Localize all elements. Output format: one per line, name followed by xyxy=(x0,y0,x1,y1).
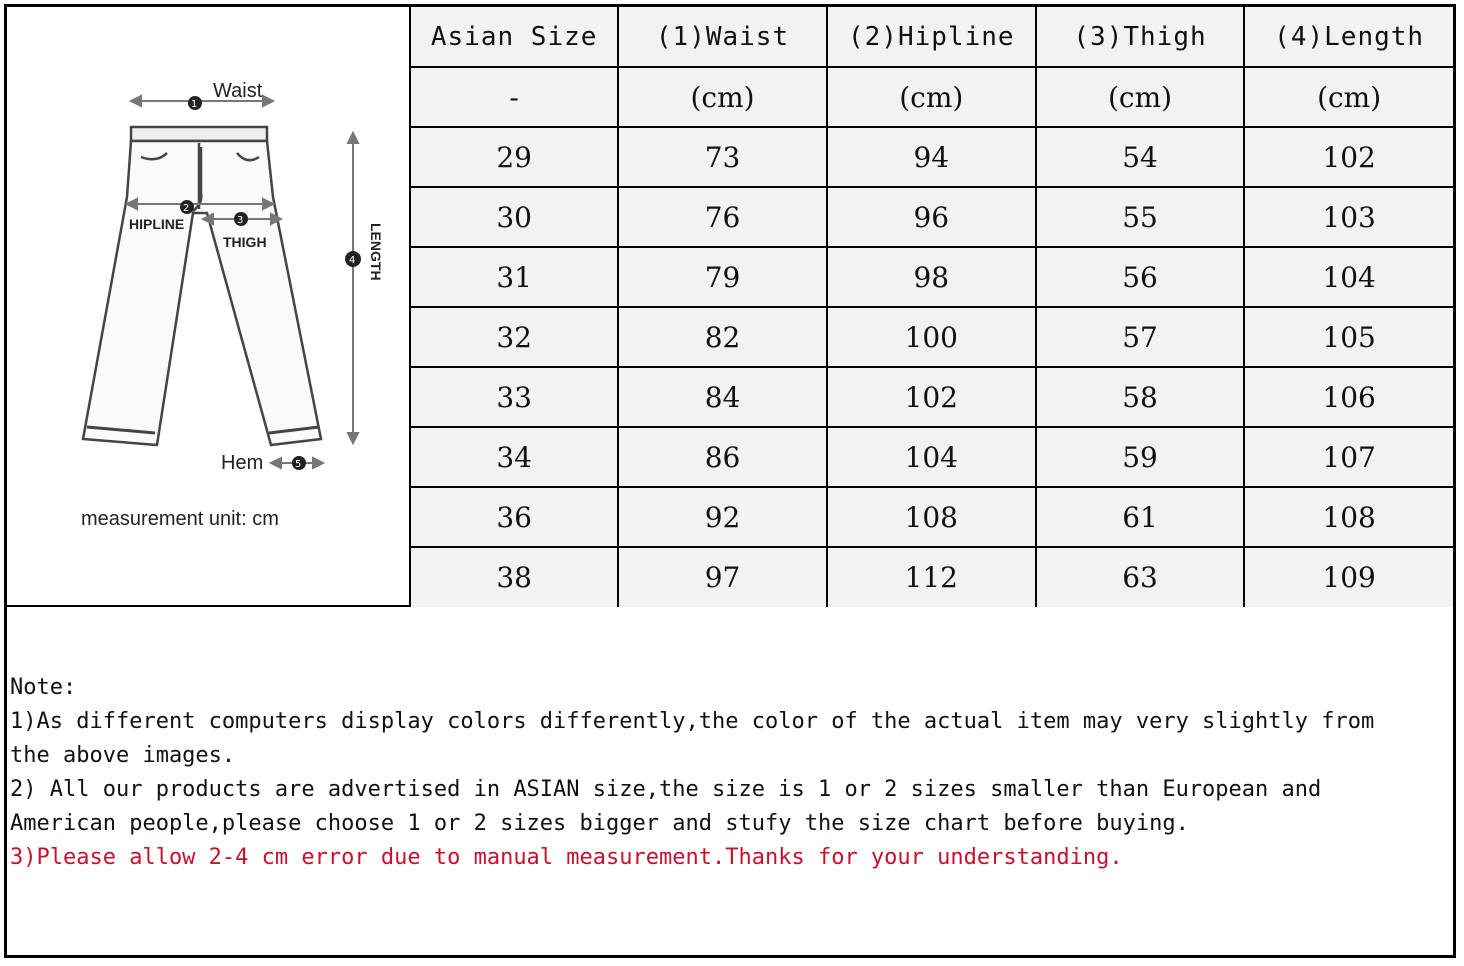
measurement-unit-text: measurement unit: cm xyxy=(81,508,279,530)
cell-asian-size: 33 xyxy=(411,367,618,427)
unit-thigh: (cm) xyxy=(1036,67,1244,127)
waist-label: Waist xyxy=(213,80,263,102)
table-row xyxy=(411,187,1453,247)
header-thigh: (3)Thigh xyxy=(1036,7,1244,67)
cell-asian-size: 30 xyxy=(411,187,618,247)
hipline-label: HIPLINE xyxy=(129,216,185,232)
cell-length: 106 xyxy=(1244,367,1453,427)
cell-thigh: 55 xyxy=(1036,187,1244,247)
header-hipline: (2)Hipline xyxy=(827,7,1036,67)
size-chart-frame xyxy=(4,4,1456,958)
cell-thigh: 54 xyxy=(1036,127,1244,187)
header-length: (4)Length xyxy=(1244,7,1453,67)
cell-asian-size: 34 xyxy=(411,427,618,487)
cell-hipline: 98 xyxy=(827,247,1036,307)
table-row xyxy=(411,367,1453,427)
size-chart-top xyxy=(7,7,1453,607)
cell-thigh: 61 xyxy=(1036,487,1244,547)
cell-length: 109 xyxy=(1244,547,1453,607)
header-waist: (1)Waist xyxy=(618,7,826,67)
cell-length: 102 xyxy=(1244,127,1453,187)
cell-waist: 84 xyxy=(618,367,826,427)
cell-hipline: 96 xyxy=(827,187,1036,247)
cell-length: 104 xyxy=(1244,247,1453,307)
note-1-line-1: 1)As different computers display colors differently,the color of the actual item may very slightly from xyxy=(10,709,1375,734)
cell-length: 103 xyxy=(1244,187,1453,247)
table-row xyxy=(411,247,1453,307)
table-row xyxy=(411,547,1453,607)
marker-3-label: 3 xyxy=(237,215,244,226)
pants-measurement-diagram xyxy=(7,7,411,605)
unit-waist: (cm) xyxy=(618,67,826,127)
cell-waist: 92 xyxy=(618,487,826,547)
length-arrow xyxy=(348,133,358,443)
length-label: LENGTH xyxy=(368,223,384,281)
cell-waist: 86 xyxy=(618,427,826,487)
note-2-line-1: 2) All our products are advertised in ASIAN size,the size is 1 or 2 sizes smaller than European and xyxy=(10,777,1322,802)
unit-hipline: (cm) xyxy=(827,67,1036,127)
cell-waist: 82 xyxy=(618,307,826,367)
marker-1-label: 1 xyxy=(191,99,198,110)
cell-length: 108 xyxy=(1244,487,1453,547)
table-row xyxy=(411,127,1453,187)
marker-2-label: 2 xyxy=(183,203,190,214)
pants-outline xyxy=(83,127,321,445)
cell-asian-size: 29 xyxy=(411,127,618,187)
cell-length: 107 xyxy=(1244,427,1453,487)
unit-length: (cm) xyxy=(1244,67,1453,127)
note-2-line-2: American people,please choose 1 or 2 sizes bigger and stufy the size chart before buying. xyxy=(10,811,1189,836)
cell-thigh: 58 xyxy=(1036,367,1244,427)
marker-5-label: 5 xyxy=(295,459,302,470)
cell-waist: 73 xyxy=(618,127,826,187)
cell-asian-size: 31 xyxy=(411,247,618,307)
notes-section xyxy=(10,671,1456,875)
cell-hipline: 108 xyxy=(827,487,1036,547)
cell-asian-size: 36 xyxy=(411,487,618,547)
cell-hipline: 100 xyxy=(827,307,1036,367)
note-3-warning: 3)Please allow 2-4 cm error due to manual measurement.Thanks for your understanding. xyxy=(10,845,1123,870)
cell-waist: 97 xyxy=(618,547,826,607)
cell-length: 105 xyxy=(1244,307,1453,367)
cell-asian-size: 38 xyxy=(411,547,618,607)
thigh-label: THIGH xyxy=(223,234,267,250)
table-row xyxy=(411,427,1453,487)
note-1-line-2: the above images. xyxy=(10,743,236,768)
cell-thigh: 57 xyxy=(1036,307,1244,367)
table-header-row xyxy=(411,7,1453,67)
pants-illustration xyxy=(7,7,409,605)
hem-label: Hem xyxy=(221,452,264,474)
cell-hipline: 112 xyxy=(827,547,1036,607)
cell-waist: 76 xyxy=(618,187,826,247)
cell-waist: 79 xyxy=(618,247,826,307)
cell-hipline: 104 xyxy=(827,427,1036,487)
table-unit-row xyxy=(411,67,1453,127)
table-row xyxy=(411,487,1453,547)
cell-hipline: 94 xyxy=(827,127,1036,187)
table-row xyxy=(411,307,1453,367)
unit-asian-size: - xyxy=(411,67,618,127)
header-asian-size: Asian Size xyxy=(411,7,618,67)
marker-4-label: 4 xyxy=(349,255,356,266)
cell-thigh: 63 xyxy=(1036,547,1244,607)
cell-hipline: 102 xyxy=(827,367,1036,427)
size-table xyxy=(411,7,1453,607)
cell-thigh: 59 xyxy=(1036,427,1244,487)
cell-asian-size: 32 xyxy=(411,307,618,367)
cell-thigh: 56 xyxy=(1036,247,1244,307)
notes-title: Note: xyxy=(10,675,77,700)
